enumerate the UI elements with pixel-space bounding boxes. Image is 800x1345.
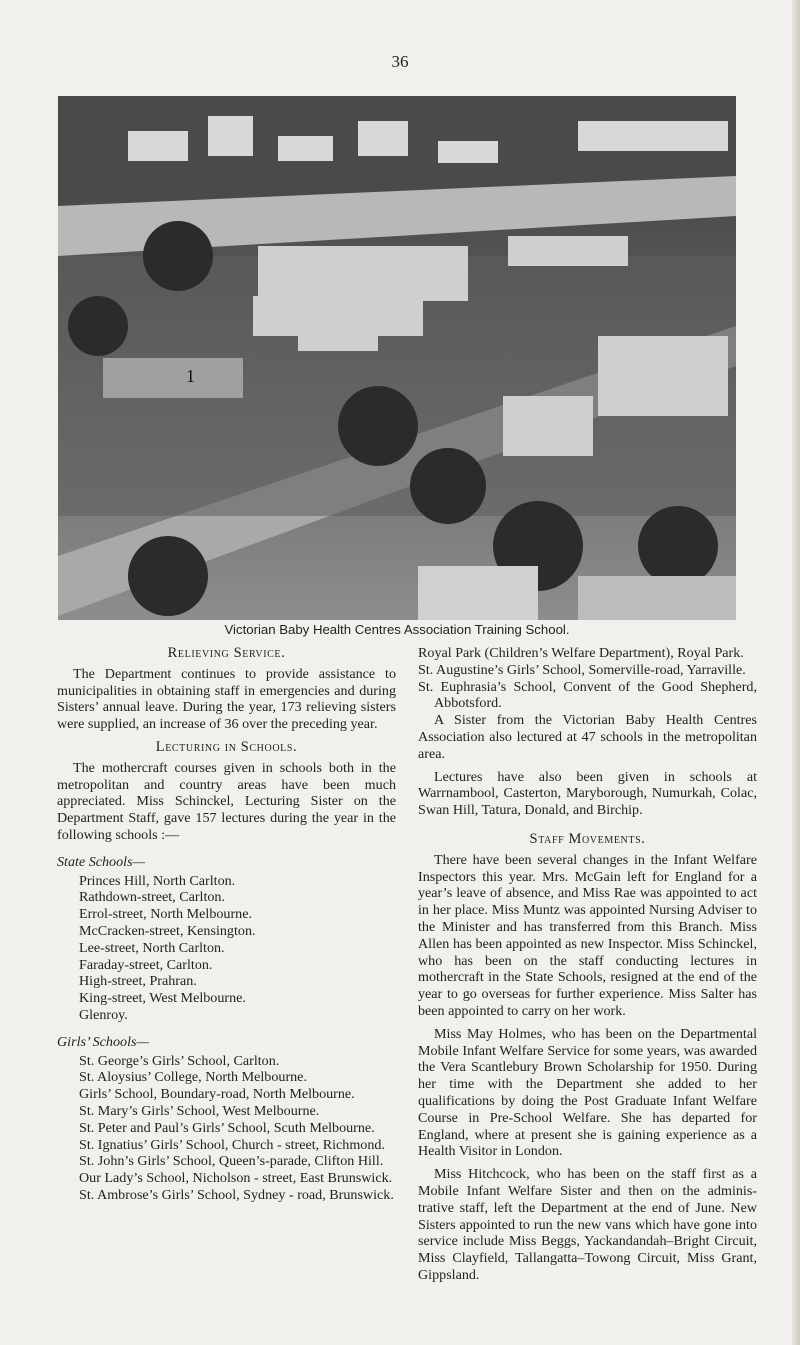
photo-caption: Victorian Baby Health Centres Association Training School. bbox=[224, 622, 570, 637]
continued-schools-list bbox=[418, 645, 757, 712]
list-item: King-street, West Melbourne. bbox=[79, 990, 246, 1007]
staff-movements-text-2: Miss May Holmes, who has been on the Departmental Mobile Infant Welfare Service for some years, was awarded the Vera Scantlebury Brown Scholarship for 1950. During her time with the Department she added to her qualifications by doing the Post Graduate Infant Welfare Course in Pre-School Welfare. She has departed for England, where at present she is gaining experience as a Health Visitor in London. bbox=[418, 1025, 757, 1160]
list-item: St. Ambrose’s Girls’ School, Sydney - road, Brunswick. bbox=[79, 1186, 394, 1203]
list-item: St. Augustine’s Girls’ School, Somerville-road, Yarraville. bbox=[418, 661, 746, 678]
lecturing-heading: Lecturing in Schools. bbox=[155, 738, 298, 755]
girls-schools-heading: Girls’ Schools— bbox=[57, 1033, 150, 1050]
list-item: Glenroy. bbox=[79, 1006, 128, 1023]
staff-movements-text-1: There have been several changes in the Infant Welfare Inspectors this year. Mrs. McGain left for England for a year’s leave of absence, and Miss Rae was appointed to act in her place. Miss Muntz was appointed Nursing Adviser to the Minister and has transferred from this Branch. Miss Allen has been appointed as new Inspector. Miss Schinckel, who has been on the staff conducting lectures in mothercraft in the State Schools, resigned at the end of the year to go overseas for further experience. Miss Salter has been appointed to carry on her work. bbox=[418, 851, 757, 1019]
list-item: St. John’s Girls’ School, Queen’s-parade, Clifton Hill. bbox=[79, 1153, 384, 1170]
list-item: St. Aloysius’ College, North Melbourne. bbox=[79, 1069, 307, 1086]
sister-lectures-text: A Sister from the Victorian Baby Health Centres Association also lectured at 47 schools in the metropolitan area. bbox=[418, 712, 757, 762]
left-column bbox=[57, 645, 396, 1204]
lecturing-text: The mothercraft courses given in schools both in the metropolitan and country areas have been much appreciated. Miss Schinckel, Lecturing Sister on the Department Staff, gave 157 lectures during the year in the following schools :— bbox=[57, 759, 396, 843]
state-schools-heading: State Schools— bbox=[57, 853, 146, 870]
list-item: St. Peter and Paul’s Girls’ School, Scuth Melbourne. bbox=[79, 1119, 375, 1136]
state-schools-list bbox=[57, 873, 396, 1024]
list-item: St. Ignatius’ Girls’ School, Church - street, Richmond. bbox=[79, 1136, 385, 1153]
list-item: Girls’ School, Boundary-road, North Melbourne. bbox=[79, 1086, 355, 1103]
list-item: Our Lady’s School, Nicholson - street, East Brunswick. bbox=[79, 1170, 393, 1187]
relieving-service-heading: Relieving Service. bbox=[167, 645, 286, 661]
right-column bbox=[418, 645, 757, 1284]
aerial-photograph bbox=[58, 96, 736, 620]
list-item: High-street, Prahran. bbox=[79, 973, 197, 990]
list-item: St. Euphrasia’s School, Convent of the Good Shepherd, Abbotsford. bbox=[418, 678, 757, 712]
list-item: Lee-street, North Carlton. bbox=[79, 939, 225, 956]
staff-movements-text-3: Miss Hitchcock, who has been on the staff first as a Mobile Infant Welfare Sister and then on the adminis-trative staff, left the Department at the end of June. New Sisters appointed to run the new vans which have gone into service include Miss Beggs, Yackandandah–Bright Circuit, Miss Clayfield, Tallangatta–Towong Circuit, Miss Grant, Gippsland. bbox=[418, 1166, 757, 1283]
list-item: Errol-street, North Melbourne. bbox=[79, 906, 252, 923]
list-item: St. Mary’s Girls’ School, West Melbourne. bbox=[79, 1102, 320, 1119]
list-item: Rathdown-street, Carlton. bbox=[79, 889, 225, 906]
page-edge-shadow bbox=[792, 0, 800, 1345]
country-lectures-text: Lectures have also been given in schools at Warrnambool, Casterton, Maryborough, Numurkah, Colac, Swan Hill, Tatura, Donald, and Birchip. bbox=[418, 768, 757, 819]
page-number: 36 bbox=[391, 52, 409, 71]
list-item: McCracken-street, Kensington. bbox=[79, 922, 256, 939]
svg-text:1: 1 bbox=[186, 366, 195, 386]
staff-movements-heading: Staff Movements. bbox=[529, 830, 646, 847]
list-item: Faraday-street, Carlton. bbox=[79, 956, 213, 973]
relieving-service-text: The Department continues to provide assistance to municipalities in obtaining staff in emergencies and during Sisters’ annual leave. During the year, 173 relieving sisters were supplied, an increase of 36 over the preceding year. bbox=[57, 665, 396, 733]
list-item: St. George’s Girls’ School, Carlton. bbox=[79, 1052, 280, 1069]
girls-schools-list bbox=[57, 1053, 396, 1204]
list-item: Princes Hill, North Carlton. bbox=[79, 872, 236, 889]
list-item: Royal Park (Children’s Welfare Department), Royal Park. bbox=[418, 645, 744, 661]
